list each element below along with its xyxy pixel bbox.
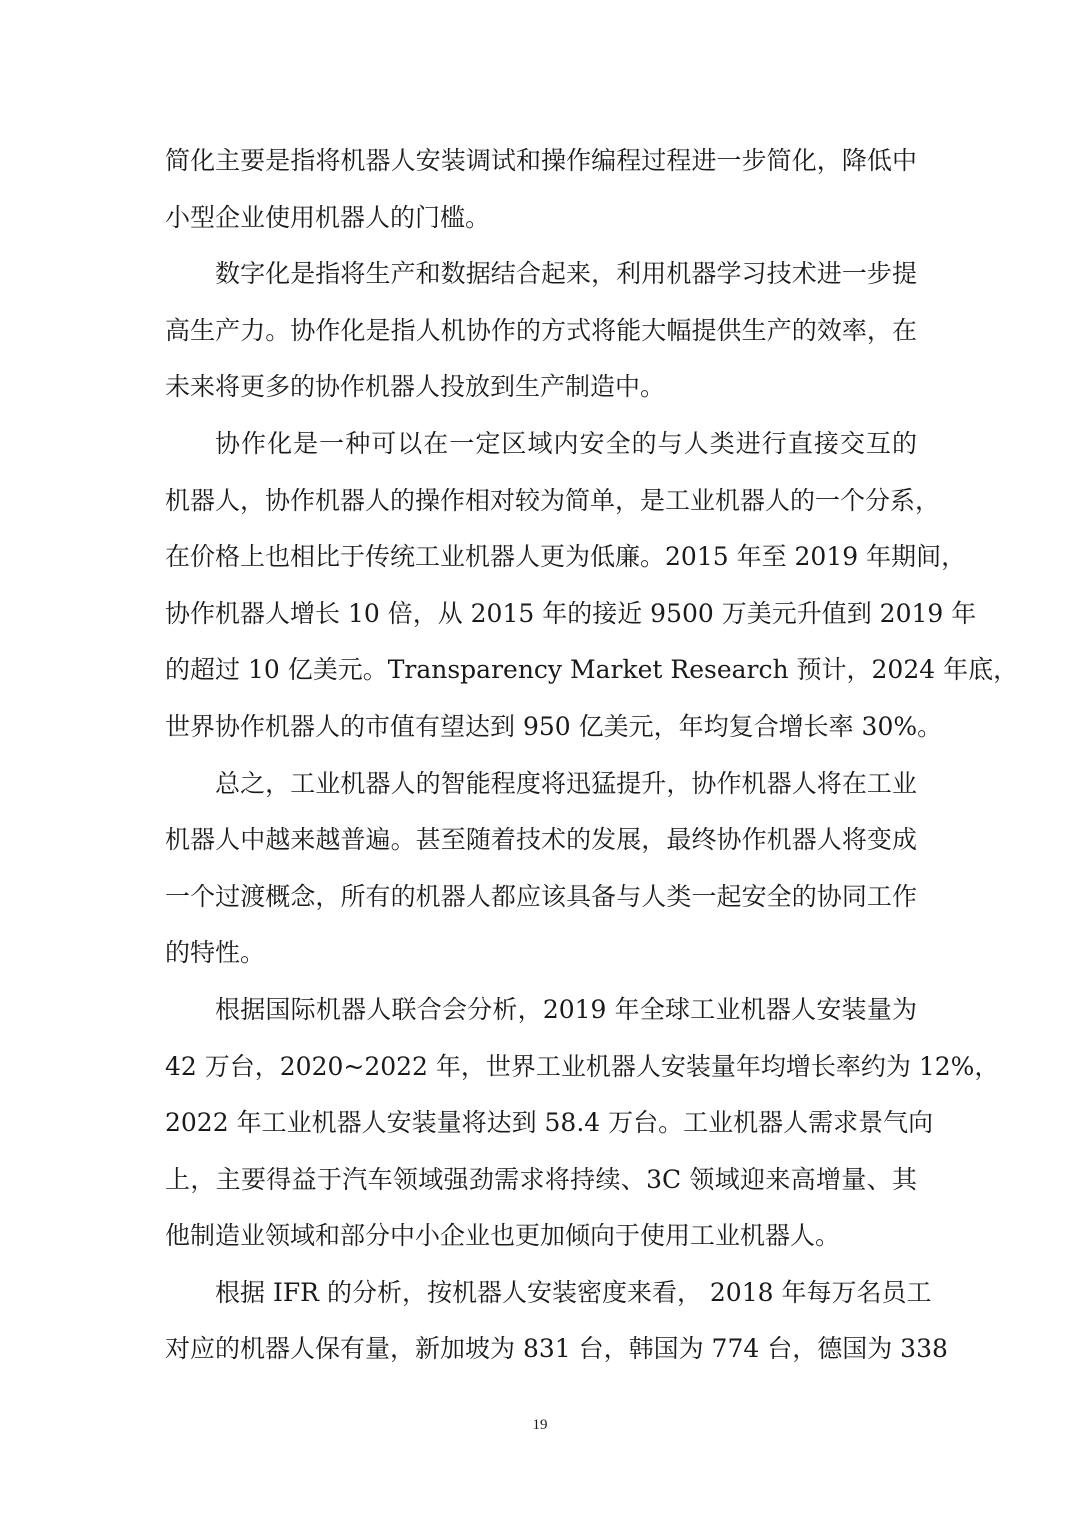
text-line: 他制造业领域和部分中小企业也更加倾向于使用工业机器人。	[165, 1221, 841, 1251]
text-line: 对应的机器人保有量，新加坡为 831 台，韩国为 774 台，德国为 338	[165, 1334, 948, 1364]
text-line: 世界协作机器人的市值有望达到 950 亿美元，年均复合增长率 30%。	[165, 711, 943, 741]
text-line: 的特性。	[165, 938, 266, 968]
text-line: 2022 年工业机器人安装量将达到 58.4 万台。工业机器人需求景气向	[165, 1108, 934, 1138]
text-line: 协作机器人增长 10 倍，从 2015 年的接近 9500 万美元升值到 2019 年	[165, 598, 977, 628]
text-line: 小型企业使用机器人的门槛。	[165, 202, 491, 232]
text-line: 根据国际机器人联合会分析，2019 年全球工业机器人安装量为	[215, 994, 917, 1024]
text-line: 根据 IFR 的分析，按机器人安装密度来看， 2018 年每万名员工	[215, 1277, 932, 1307]
text-line: 42 万台，2020~2022 年，世界工业机器人安装量年均增长率约为 12%，	[165, 1051, 1000, 1081]
text-line: 数字化是指将生产和数据结合起来，利用机器学习技术进一步提	[215, 259, 917, 289]
text-line: 在价格上也相比于传统工业机器人更为低廉。2015 年至 2019 年期间，	[165, 542, 967, 572]
text-line: 机器人，协作机器人的操作相对较为简单，是工业机器人的一个分系，	[165, 485, 941, 515]
text-line: 简化主要是指将机器人安装调试和操作编程过程进一步简化，降低中	[165, 146, 917, 175]
text-line: 总之，工业机器人的智能程度将迅猛提升，协作机器人将在工业	[215, 768, 917, 798]
text-line: 高生产力。协作化是指人机协作的方式将能大幅提供生产的效率，在	[165, 315, 917, 345]
text-line: 一个过渡概念，所有的机器人都应该具备与人类一起安全的协同工作	[165, 881, 917, 911]
text-line: 的超过 10 亿美元。Transparency Market Research 预计，2024 年底，	[165, 655, 1019, 685]
page-number: 19	[532, 1417, 548, 1433]
text-line: 机器人中越来越普遍。甚至随着技术的发展，最终协作机器人将变成	[165, 825, 917, 855]
text-line: 协作化是一种可以在一定区域内安全的与人类进行直接交互的	[215, 428, 917, 458]
body-text	[165, 133, 1019, 1378]
text-line: 未来将更多的协作机器人投放到生产制造中。	[165, 372, 666, 402]
text-line: 上，主要得益于汽车领域强劲需求将持续、3C 领域迎来高增量、其	[165, 1164, 917, 1194]
